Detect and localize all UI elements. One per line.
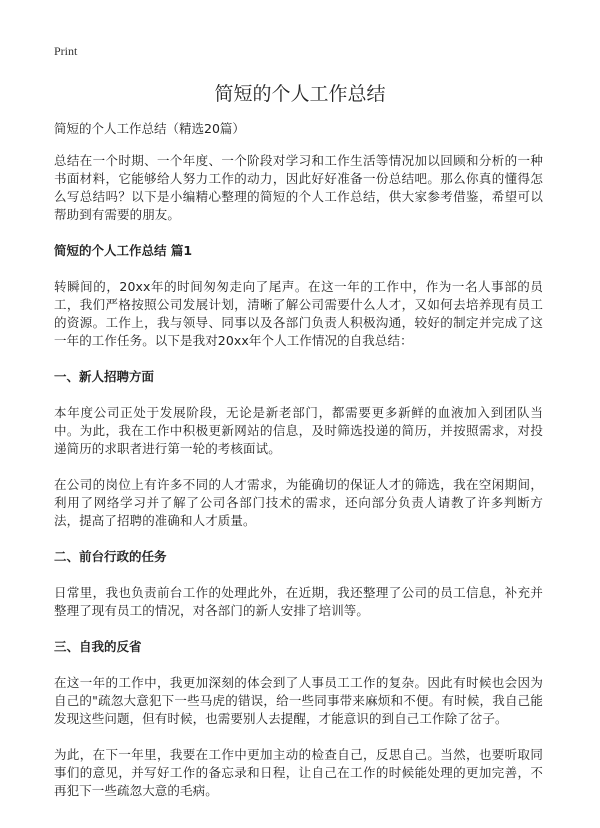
- front-desk-paragraph: 日常里，我也负责前台工作的处理此外，在近期，我还整理了公司的员工信息，补充并整理了现有员工的情况，对各部门的新人安排了培训等。: [54, 585, 543, 618]
- recruitment-paragraph-2: 在公司的岗位上有许多不同的人才需求，为能确切的保证人才的筛选，我在空闲期间，利用了网络学习并了解了公司各部门技术的需求，还向部分负责人请教了许多判断方法，提高了招聘的准确和人才质量。: [54, 477, 543, 528]
- opening-paragraph: 转瞬间的，20xx年的时间匆匆走向了尾声。在这一年的工作中，作为一名人事部的员工，我们严格按照公司发展计划，清晰了解公司需要什么人才，又如何去培养现有员工的资源。工作上，我与领导、同事以及各部门负责人积极沟通，较好的制定并完成了这一年的工作任务。以下是我对20xx年个人工作情况的自我总结：: [54, 279, 543, 348]
- page-title: 简短的个人工作总结: [214, 83, 386, 105]
- reflection-paragraph-1: 在这一年的工作中，我更加深刻的体会到了人事员工工作的复杂。因此有时候也会因为自己的"疏忽大意犯下一些马虎的错误，给一些同事带来麻烦和不便。有时候，我自己能发现这些问题，但有时候，也需要别人去提醒，才能意识的到自己工作除了岔子。: [54, 675, 543, 726]
- recruitment-paragraph-1: 本年度公司正处于发展阶段，无论是新老部门，都需要更多新鲜的血液加入到团队当中。为此，我在工作中积极更新网站的信息，及时筛选投递的简历，并按照需求，对投递简历的求职者进行第一轮的考核面试。: [54, 405, 543, 456]
- article-body: [54, 120, 543, 818]
- reflection-paragraph-2: 为此，在下一年里，我要在工作中更加主动的检查自己，反思自己。当然，也要听取同事们的意见，并写好工作的备忘录和日程，让自己在工作的时候能处理的更加完善，不再犯下一些疏忽大意的毛病。: [54, 747, 543, 798]
- article-subtitle: 简短的个人工作总结（精选20篇）: [54, 121, 245, 136]
- section-heading-reflection: 三、自我的反省: [54, 639, 142, 654]
- section-heading-front-desk: 二、前台行政的任务: [54, 549, 167, 564]
- print-link[interactable]: Print: [54, 44, 78, 58]
- article-heading: 简短的个人工作总结 篇1: [54, 243, 193, 258]
- section-heading-recruitment: 一、新人招聘方面: [54, 369, 155, 384]
- intro-paragraph: 总结在一个时期、一个年度、一个阶段对学习和工作生活等情况加以回顾和分析的一种书面材料，它能够给人努力工作的动力，因此好好准备一份总结吧。那么你真的懂得怎么写总结吗？以下是小编精心整理的简短的个人工作总结，供大家参考借鉴，希望可以帮助到有需要的朋友。: [54, 153, 543, 222]
